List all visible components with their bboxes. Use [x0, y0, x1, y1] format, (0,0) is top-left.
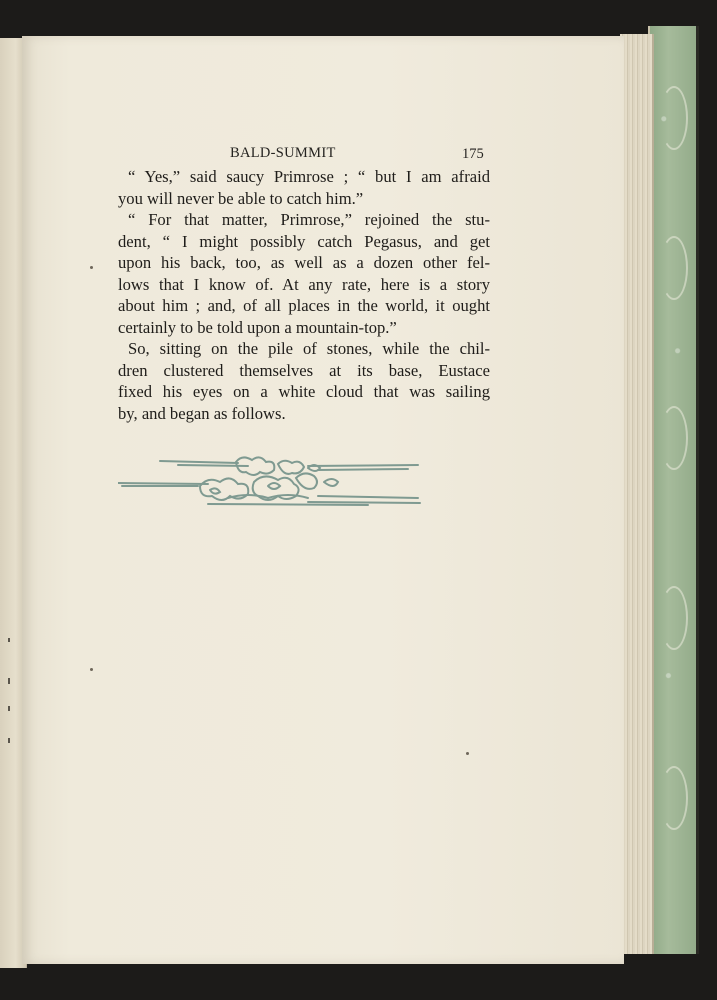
text-line: dent, “ I might possibly catch Pegasus, and get [118, 231, 490, 251]
book-page [22, 36, 624, 964]
page-edges [620, 34, 654, 954]
text-line: lows that I know of. At any rate, here is a story [118, 274, 490, 294]
text-line: “ For that matter, Primrose,” rejoined the stu- [128, 210, 490, 229]
paper-speck [90, 266, 93, 269]
page-number: 175 [462, 146, 484, 162]
text-line: So, sitting on the pile of stones, while the chil- [128, 339, 490, 358]
paper-speck [90, 668, 93, 671]
text-line: upon his back, too, as well as a dozen other fel- [118, 253, 490, 272]
text-line: dren clustered themselves at its base, Eustace [118, 360, 490, 380]
text-line: by, and began as follows. [118, 403, 286, 423]
running-head: BALD-SUMMIT [230, 145, 336, 161]
text-line: fixed his eyes on a white cloud that was sailing [118, 382, 490, 401]
text-line: about him ; and, of all places in the world, it ought [118, 296, 490, 315]
back-cover-board [648, 26, 699, 954]
text-line: “ Yes,” said saucy Primrose ; “ but I am afraid [128, 167, 490, 186]
body-text [118, 166, 490, 424]
cloud-ornament-icon [118, 456, 428, 526]
paper-speck [466, 752, 469, 755]
text-line: certainly to be told upon a mountain-top.” [118, 317, 397, 337]
text-line: you will never be able to catch him.” [118, 188, 364, 208]
